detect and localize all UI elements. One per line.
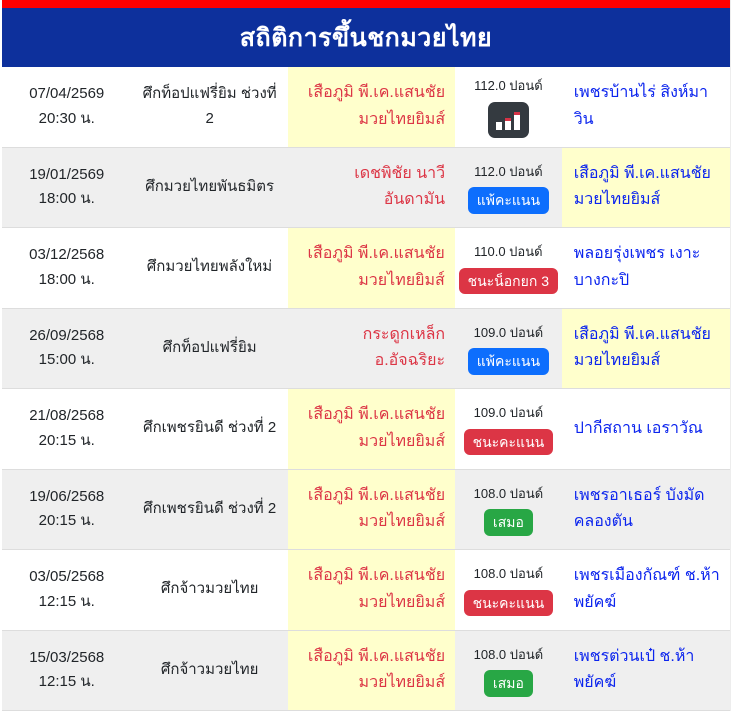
fight-row xyxy=(2,550,730,631)
fight-row xyxy=(2,389,730,470)
weight-text: 110.0 ปอนด์ xyxy=(474,244,543,260)
red-corner-fighter[interactable]: เสือภูมิ พี.เค.แสนชัยมวยไทยยิมส์ xyxy=(288,470,455,550)
fight-date-cell xyxy=(2,470,131,550)
event-name: ศึกท็อปแฟรี่ยิม ช่วงที่ 2 xyxy=(142,85,277,127)
time-text: 20:15 น. xyxy=(38,512,95,530)
date-text: 07/04/2569 xyxy=(29,85,105,102)
fight-row xyxy=(2,228,730,309)
event-name: ศึกท็อปแฟรี่ยิม xyxy=(162,338,257,356)
date-text: 26/09/2568 xyxy=(29,326,105,344)
red-corner-fighter[interactable]: เสือภูมิ พี.เค.แสนชัยมวยไทยยิมส์ xyxy=(288,631,455,711)
blue-corner-fighter[interactable]: เพชรเมืองกัณฑ์ ช.ห้าพยัคฆ์ xyxy=(573,567,720,611)
event-name: ศึกจ้าวมวยไทย xyxy=(160,580,259,598)
blue-corner-fighter[interactable]: ปากีสถาน เอราวัณ xyxy=(573,419,703,437)
red-corner-fighter[interactable]: เสือภูมิ พี.เค.แสนชัยมวยไทยยิมส์ xyxy=(288,67,455,147)
fight-row xyxy=(2,631,730,711)
event-name: ศึกมวยไทยพันธมิตร xyxy=(145,177,275,195)
result-cell xyxy=(455,631,562,711)
blue-corner-fighter[interactable]: เพชรอาเธอร์ บังมัดคลองตัน xyxy=(573,486,705,531)
fight-date-cell xyxy=(2,389,131,469)
fight-date-cell xyxy=(2,148,131,228)
result-cell xyxy=(455,470,562,550)
result-slot xyxy=(484,509,533,536)
result-badge: ชนะคะแนน xyxy=(464,590,554,617)
result-badge: เสมอ xyxy=(484,670,533,697)
red-corner-fighter[interactable]: เสือภูมิ พี.เค.แสนชัยมวยไทยยิมส์ xyxy=(288,550,455,630)
result-cell xyxy=(455,550,562,630)
result-slot xyxy=(484,670,533,697)
result-cell xyxy=(455,389,562,469)
time-text: 12:15 น. xyxy=(38,592,95,610)
weight-text: 112.0 ปอนด์ xyxy=(474,78,543,94)
bar-chart-bar xyxy=(514,112,520,130)
fight-date-cell xyxy=(2,631,131,711)
time-text: 18:00 น. xyxy=(38,270,95,288)
result-slot xyxy=(488,102,529,139)
result-badge: แพ้คะแนน xyxy=(468,348,549,375)
result-cell xyxy=(455,67,562,147)
fight-row xyxy=(2,148,730,229)
fight-row xyxy=(2,309,730,390)
weight-text: 108.0 ปอนด์ xyxy=(473,566,544,582)
event-name: ศึกมวยไทยพลังใหม่ xyxy=(146,258,273,276)
fight-date-cell xyxy=(2,228,131,308)
bar-chart-bar xyxy=(505,118,511,130)
blue-corner-fighter[interactable]: เพชรต่วนเป๋ ช.ห้าพยัคฆ์ xyxy=(573,647,695,692)
result-slot xyxy=(464,590,554,617)
fight-date-cell xyxy=(2,309,131,389)
fight-row xyxy=(2,67,730,148)
result-slot xyxy=(468,187,549,214)
weight-text: 112.0 ปอนด์ xyxy=(474,163,543,179)
weight-text: 109.0 ปอนด์ xyxy=(473,405,544,421)
result-slot xyxy=(464,429,554,456)
result-badge: แพ้คะแนน xyxy=(468,187,549,214)
top-accent-bar xyxy=(2,0,730,8)
red-corner-fighter[interactable]: กระดูกเหล็ก อ.อัจฉริยะ xyxy=(362,325,446,370)
date-text: 21/08/2568 xyxy=(29,407,105,424)
blue-corner-fighter[interactable]: เสือภูมิ พี.เค.แสนชัยมวยไทยยิมส์ xyxy=(562,148,730,228)
result-badge: ชนะคะแนน xyxy=(464,429,554,456)
blue-corner-fighter[interactable]: เพชรบ้านไร่ สิงห์มาวิน xyxy=(573,84,708,128)
red-corner-fighter[interactable]: เสือภูมิ พี.เค.แสนชัยมวยไทยยิมส์ xyxy=(288,228,455,308)
date-text: 03/12/2568 xyxy=(29,246,105,263)
date-text: 19/06/2568 xyxy=(29,487,105,505)
date-text: 15/03/2568 xyxy=(29,648,105,666)
bar-chart-bar xyxy=(496,122,502,130)
weight-text: 108.0 ปอนด์ xyxy=(473,646,544,662)
page-title: สถิติการขึ้นชกมวยไทย xyxy=(2,8,730,67)
time-text: 15:00 น. xyxy=(38,351,95,369)
fight-date-cell xyxy=(2,550,131,630)
weight-text: 109.0 ปอนด์ xyxy=(473,324,544,340)
result-cell xyxy=(455,228,562,308)
bar-chart-icon[interactable] xyxy=(488,102,529,138)
fight-rows-container xyxy=(2,67,730,711)
red-corner-fighter[interactable]: เดชพิชัย นาวีอันดามัน xyxy=(354,164,446,209)
weight-text: 108.0 ปอนด์ xyxy=(473,485,544,501)
result-slot xyxy=(459,268,558,295)
event-name: ศึกเพชรยินดี ช่วงที่ 2 xyxy=(143,499,277,517)
blue-corner-fighter[interactable]: พลอยรุ่งเพชร เงาะบางกะปิ xyxy=(573,245,701,289)
event-name: ศึกจ้าวมวยไทย xyxy=(160,660,259,678)
result-badge: ชนะน็อกยก 3 xyxy=(459,268,558,295)
event-name: ศึกเพชรยินดี ช่วงที่ 2 xyxy=(143,419,277,437)
date-text: 19/01/2569 xyxy=(29,165,105,183)
result-cell xyxy=(455,309,562,389)
time-text: 20:15 น. xyxy=(38,431,95,449)
result-cell xyxy=(455,148,562,228)
blue-corner-fighter[interactable]: เสือภูมิ พี.เค.แสนชัยมวยไทยยิมส์ xyxy=(562,309,730,389)
result-badge: เสมอ xyxy=(484,509,533,536)
red-corner-fighter[interactable]: เสือภูมิ พี.เค.แสนชัยมวยไทยยิมส์ xyxy=(288,389,455,469)
result-slot xyxy=(468,348,549,375)
fight-date-cell xyxy=(2,67,131,147)
time-text: 20:30 น. xyxy=(38,109,95,127)
fight-row xyxy=(2,470,730,551)
time-text: 12:15 น. xyxy=(38,673,95,691)
time-text: 18:00 น. xyxy=(38,190,95,208)
date-text: 03/05/2568 xyxy=(29,568,105,585)
